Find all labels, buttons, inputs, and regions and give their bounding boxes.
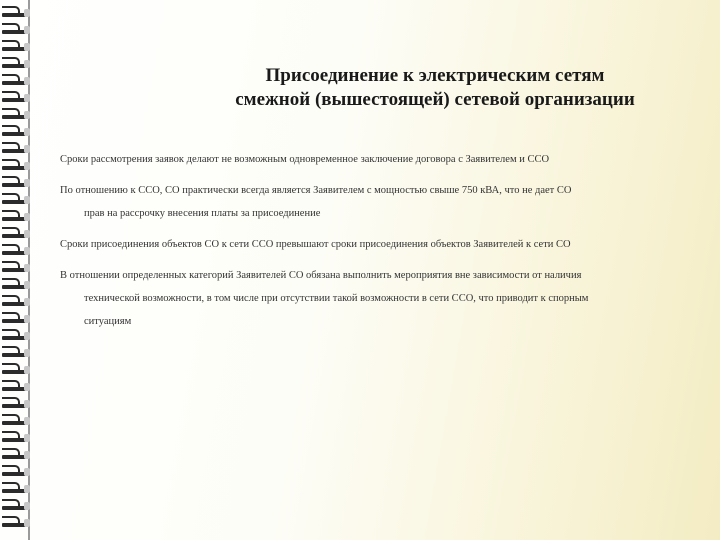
binding-ring [2,329,28,343]
binding-ring [2,363,28,377]
binding-ring [2,380,28,394]
binding-ring [2,125,28,139]
paragraph-line: В отношении определенных категорий Заявителей СО обязана выполнить мероприятия вне зависимости от наличия [60,270,582,281]
paragraph-line: прав на рассрочку внесения платы за присоединение [84,208,321,219]
binding-ring [2,176,28,190]
binding-ring [2,40,28,54]
slide-title [190,64,680,112]
binding-ring [2,397,28,411]
binding-ring [2,227,28,241]
slide-title-line-1: Присоединение к электрическим сетям [265,65,605,86]
binding-ring [2,210,28,224]
binding-ring [2,159,28,173]
binding-ring [2,74,28,88]
paragraph-1 [60,148,680,171]
binding-ring [2,261,28,275]
binding-ring [2,431,28,445]
slide-title-line-2: смежной (вышестоящей) сетевой организации [235,89,635,110]
paragraph-line: ситуациям [84,316,132,327]
binding-ring [2,23,28,37]
binding-ring [2,278,28,292]
binding-ring [2,516,28,530]
paragraph-3 [60,233,680,256]
binding-ring [2,414,28,428]
binding-ring [2,244,28,258]
binding-ring [2,346,28,360]
binding-ring [2,312,28,326]
paragraph-line: Сроки рассмотрения заявок делают не возможным одновременное заключение договора с Заявителем и ССО [60,154,550,165]
binding-ring [2,142,28,156]
binding-ring [2,295,28,309]
paragraph-line: технической возможности, в том числе при отсутствии такой возможности в сети ССО, что приводит к спорным [84,293,589,304]
paragraph-2 [60,179,680,225]
binding-ring [2,193,28,207]
paragraph-line: Сроки присоединения объектов СО к сети ССО превышают сроки присоединения объектов Заявителей к сети СО [60,239,571,250]
binding-ring [2,6,28,20]
binding-ring [2,448,28,462]
binding-ring [2,91,28,105]
paragraph-line: По отношению к ССО, СО практически всегда является Заявителем с мощностью свыше 750 кВА, что не дает СО [60,185,572,196]
spiral-binding-icon [0,0,34,540]
binding-ring [2,57,28,71]
slide-body [60,148,680,341]
binding-ring [2,499,28,513]
binding-ring [2,465,28,479]
paragraph-4 [60,264,680,333]
binding-ring [2,482,28,496]
binding-ring [2,108,28,122]
